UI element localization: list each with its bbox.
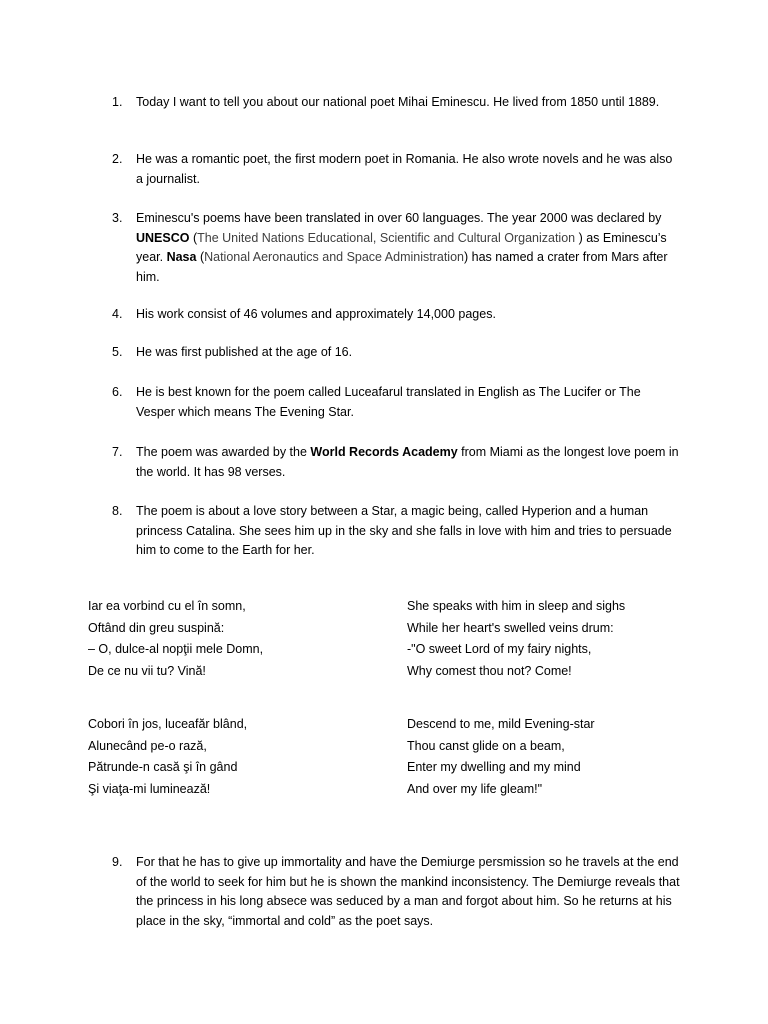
item-number: 2. — [112, 152, 123, 166]
item-text: He was first published at the age of 16. — [136, 345, 353, 359]
verse-line: Alunecând pe-o rază, — [88, 738, 207, 753]
stanza-2-english — [407, 714, 707, 800]
verse-line: Thou canst glide on a beam, — [407, 738, 565, 753]
item-text: For that he has to give up immortality and have the Demiurge persmission so he travels at the end of the world to seek for him but he is shown the mankind inconsistency. The Demiurge reveals that the princess in his long absece was seduced by a man and forgot about him. So he returns at his place in the sky, “immortal and cold” as the poet says. — [136, 855, 680, 928]
verse-line: Şi viaţa-mi luminează! — [88, 781, 211, 796]
verse-line: She speaks with him in sleep and sighs — [407, 599, 626, 613]
nasa-term: Nasa — [166, 250, 197, 264]
item-number: 4. — [112, 307, 123, 321]
unesco-term: UNESCO — [136, 230, 190, 245]
verse-line: -"O sweet Lord of my fairy nights, — [407, 642, 592, 656]
item-text: He is best known for the poem called Luceafarul translated in English as The Lucifer or The Vesper which means The Evening Star. — [136, 385, 641, 419]
verse-line: – O, dulce-al nopţii mele Domn, — [88, 642, 264, 656]
item-number: 7. — [112, 445, 123, 459]
item-number: 9. — [112, 855, 123, 869]
unesco-definition: The United Nations Educational, Scientific and Cultural Organization — [197, 230, 579, 245]
world-records-academy: World Records Academy — [310, 445, 458, 459]
item-number: 8. — [112, 504, 123, 518]
item-number: 1. — [112, 95, 123, 109]
nasa-definition: National Aeronautics and Space Administration — [204, 250, 464, 264]
item-number: 3. — [112, 211, 123, 225]
stanza-1-english — [407, 596, 707, 682]
item-text: He was a romantic poet, the first modern poet in Romania. He also wrote novels and he was also a journalist. — [136, 152, 673, 186]
item-number: 5. — [112, 345, 123, 359]
verse-line: Pătrunde-n casă şi în gând — [88, 760, 238, 774]
item-text: Eminescu's poems have been translated in over 60 languages. The year 2000 was declared by UNESCO (The United Nations Educational, Scientific and Cultural Organization ) as Eminescu’s year. Nasa (National Aeronautics and Space Administration) has named a crater from Mars after him. — [136, 211, 668, 284]
item-number: 6. — [112, 385, 123, 399]
item-text: The poem is about a love story between a Star, a magic being, called Hyperion and a human princess Catalina. She sees him up in the sky and she falls in love with him and tries to persuade him to come to the Earth for her. — [136, 504, 672, 557]
verse-line: Enter my dwelling and my mind — [407, 760, 581, 774]
item-text: The poem was awarded by the World Records Academy from Miami as the longest love poem in the world. It has 98 verses. — [136, 445, 679, 479]
item-text: Today I want to tell you about our national poet Mihai Eminescu. He lived from 1850 until 1889. — [136, 95, 660, 109]
verse-line: Descend to me, mild Evening-star — [407, 717, 595, 731]
stanza-2-romanian — [88, 714, 388, 800]
verse-line: Oftând din greu suspină: — [88, 620, 225, 635]
verse-line: De ce nu vii tu? Vină! — [88, 663, 206, 678]
verse-line: And over my life gleam!" — [407, 781, 543, 796]
item-text: His work consist of 46 volumes and approximately 14,000 pages. — [136, 307, 496, 321]
verse-line: Cobori în jos, luceafăr blând, — [88, 717, 248, 731]
verse-line: While her heart's swelled veins drum: — [407, 620, 614, 635]
stanza-1-romanian — [88, 596, 388, 682]
verse-line: Iar ea vorbind cu el în somn, — [88, 599, 246, 613]
verse-line: Why comest thou not? Come! — [407, 663, 572, 678]
